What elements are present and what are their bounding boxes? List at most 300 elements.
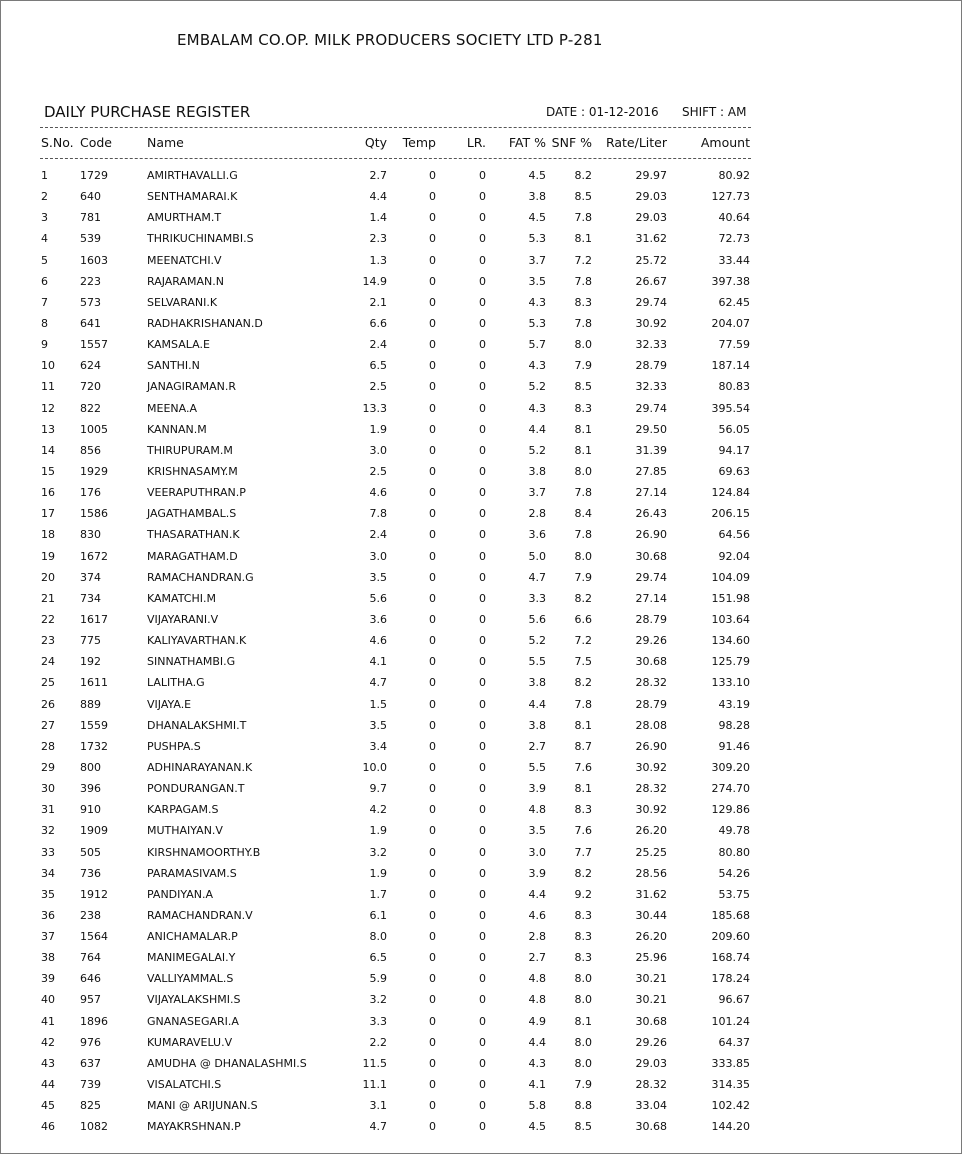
table-row: [1, 250, 961, 271]
cell-sno: 40: [41, 993, 55, 1007]
cell-lr: 0: [479, 549, 486, 563]
cell-lr: 0: [479, 697, 486, 711]
cell-name: DHANALAKSHMI.T: [147, 718, 247, 732]
cell-fat: 2.7: [528, 951, 546, 965]
cell-rate: 30.92: [635, 316, 667, 330]
cell-code: 1564: [80, 930, 108, 944]
cell-amount: 43.19: [718, 697, 750, 711]
cell-rate: 29.03: [635, 211, 667, 225]
table-row: [1, 1011, 961, 1032]
cell-sno: 41: [41, 1014, 55, 1028]
cell-name: THIRUPURAM.M: [147, 443, 233, 457]
cell-name: AMUDHA @ DHANALASHMI.S: [147, 1056, 307, 1070]
cell-name: VIJAYARANI.V: [147, 612, 219, 626]
cell-fat: 5.7: [528, 338, 546, 352]
cell-code: 1559: [80, 718, 108, 732]
cell-amount: 98.28: [718, 718, 750, 732]
cell-snf: 8.5: [574, 1120, 592, 1134]
cell-amount: 80.92: [718, 169, 750, 182]
cell-fat: 5.8: [528, 1099, 546, 1113]
cell-snf: 8.4: [574, 507, 592, 521]
cell-fat: 4.6: [528, 908, 546, 922]
table-row: [1, 461, 961, 482]
cell-sno: 3: [41, 211, 48, 225]
cell-rate: 30.21: [635, 972, 667, 986]
report-shift: SHIFT : AM: [682, 105, 747, 119]
cell-code: 856: [80, 443, 101, 457]
cell-lr: 0: [479, 908, 486, 922]
report-date: DATE : 01-12-2016: [546, 105, 659, 119]
table-row: [1, 609, 961, 630]
cell-amount: 104.09: [711, 570, 750, 584]
cell-code: 1611: [80, 676, 108, 690]
cell-name: VEERAPUTHRAN.P: [147, 486, 246, 500]
cell-lr: 0: [479, 845, 486, 859]
cell-rate: 31.39: [635, 443, 667, 457]
cell-code: 1617: [80, 612, 108, 626]
cell-snf: 7.5: [574, 655, 592, 669]
cell-amount: 125.79: [711, 655, 750, 669]
cell-lr: 0: [479, 760, 486, 774]
cell-amount: 129.86: [711, 803, 750, 817]
cell-rate: 29.26: [635, 634, 667, 648]
column-header-name: Name: [147, 135, 184, 150]
cell-temp: 0: [429, 549, 436, 563]
cell-fat: 5.2: [528, 634, 546, 648]
cell-name: MEENATCHI.V: [147, 253, 222, 267]
cell-name: KAMATCHI.M: [147, 591, 216, 605]
cell-fat: 4.5: [528, 169, 546, 182]
cell-name: LALITHA.G: [147, 676, 205, 690]
cell-qty: 10.0: [362, 760, 387, 774]
cell-name: VISALATCHI.S: [147, 1078, 222, 1092]
cell-rate: 30.68: [635, 1120, 667, 1134]
cell-qty: 3.1: [369, 1099, 387, 1113]
cell-code: 624: [80, 359, 101, 373]
cell-lr: 0: [479, 951, 486, 965]
cell-name: PANDIYAN.A: [147, 887, 214, 901]
cell-temp: 0: [429, 612, 436, 626]
cell-name: THRIKUCHINAMBI.S: [147, 232, 254, 246]
cell-name: AMURTHAM.T: [147, 211, 222, 225]
cell-code: 223: [80, 274, 101, 288]
cell-name: RAMACHANDRAN.V: [147, 908, 253, 922]
cell-lr: 0: [479, 274, 486, 288]
cell-qty: 3.2: [369, 845, 387, 859]
cell-name: MUTHAIYAN.V: [147, 824, 223, 838]
table-row: [1, 503, 961, 524]
cell-qty: 2.5: [369, 464, 387, 478]
table-row: [1, 863, 961, 884]
cell-temp: 0: [429, 486, 436, 500]
table-row: [1, 672, 961, 693]
cell-sno: 18: [41, 528, 55, 542]
cell-amount: 64.37: [718, 1035, 750, 1049]
cell-rate: 30.44: [635, 908, 667, 922]
cell-fat: 4.3: [528, 295, 546, 309]
cell-temp: 0: [429, 993, 436, 1007]
table-row: [1, 588, 961, 609]
cell-qty: 4.7: [369, 1120, 387, 1134]
cell-name: MEENA.A: [147, 401, 197, 415]
cell-temp: 0: [429, 401, 436, 415]
cell-amount: 102.42: [711, 1099, 750, 1113]
cell-code: 1586: [80, 507, 108, 521]
table-row: [1, 228, 961, 249]
cell-fat: 2.8: [528, 930, 546, 944]
cell-snf: 8.2: [574, 169, 592, 182]
cell-sno: 30: [41, 782, 55, 796]
cell-lr: 0: [479, 169, 486, 182]
cell-name: ANICHAMALAR.P: [147, 930, 238, 944]
cell-qty: 2.2: [369, 1035, 387, 1049]
cell-code: 976: [80, 1035, 101, 1049]
cell-fat: 4.4: [528, 422, 546, 436]
cell-lr: 0: [479, 1056, 486, 1070]
cell-amount: 151.98: [711, 591, 750, 605]
cell-code: 889: [80, 697, 101, 711]
cell-fat: 5.5: [528, 655, 546, 669]
cell-fat: 3.7: [528, 486, 546, 500]
cell-qty: 2.1: [369, 295, 387, 309]
cell-name: GNANASEGARI.A: [147, 1014, 239, 1028]
cell-fat: 2.7: [528, 739, 546, 753]
cell-amount: 204.07: [711, 316, 750, 330]
cell-rate: 30.92: [635, 760, 667, 774]
cell-sno: 22: [41, 612, 55, 626]
cell-lr: 0: [479, 486, 486, 500]
cell-qty: 6.1: [369, 908, 387, 922]
cell-snf: 7.8: [574, 528, 592, 542]
cell-lr: 0: [479, 338, 486, 352]
cell-temp: 0: [429, 866, 436, 880]
table-row: [1, 905, 961, 926]
cell-temp: 0: [429, 274, 436, 288]
cell-amount: 64.56: [718, 528, 750, 542]
table-row: [1, 1032, 961, 1053]
cell-sno: 13: [41, 422, 55, 436]
cell-sno: 39: [41, 972, 55, 986]
cell-amount: 92.04: [718, 549, 750, 563]
cell-code: 736: [80, 866, 101, 880]
cell-temp: 0: [429, 760, 436, 774]
cell-snf: 8.5: [574, 380, 592, 394]
cell-temp: 0: [429, 634, 436, 648]
cell-temp: 0: [429, 1035, 436, 1049]
cell-sno: 43: [41, 1056, 55, 1070]
table-row: [1, 989, 961, 1010]
cell-temp: 0: [429, 782, 436, 796]
cell-code: 1732: [80, 739, 108, 753]
table-row: [1, 313, 961, 334]
cell-sno: 21: [41, 591, 55, 605]
cell-lr: 0: [479, 359, 486, 373]
cell-rate: 30.21: [635, 993, 667, 1007]
cell-amount: 96.67: [718, 993, 750, 1007]
cell-sno: 37: [41, 930, 55, 944]
table-row: [1, 567, 961, 588]
cell-fat: 4.5: [528, 1120, 546, 1134]
table-row: [1, 376, 961, 397]
cell-name: ADHINARAYANAN.K: [147, 760, 253, 774]
cell-rate: 30.92: [635, 803, 667, 817]
cell-amount: 209.60: [711, 930, 750, 944]
cell-temp: 0: [429, 951, 436, 965]
cell-lr: 0: [479, 211, 486, 225]
cell-rate: 28.79: [635, 612, 667, 626]
cell-code: 1729: [80, 169, 108, 182]
cell-code: 1557: [80, 338, 108, 352]
cell-fat: 4.4: [528, 697, 546, 711]
cell-sno: 9: [41, 338, 48, 352]
cell-sno: 28: [41, 739, 55, 753]
cell-code: 1672: [80, 549, 108, 563]
cell-rate: 33.04: [635, 1099, 667, 1113]
cell-code: 539: [80, 232, 101, 246]
cell-sno: 33: [41, 845, 55, 859]
cell-code: 640: [80, 190, 101, 204]
cell-qty: 14.9: [362, 274, 387, 288]
cell-code: 910: [80, 803, 101, 817]
cell-snf: 8.1: [574, 422, 592, 436]
cell-lr: 0: [479, 295, 486, 309]
table-row: [1, 440, 961, 461]
cell-name: MANIMEGALAI.Y: [147, 951, 236, 965]
cell-name: RAJARAMAN.N: [147, 274, 224, 288]
cell-snf: 8.3: [574, 803, 592, 817]
cell-temp: 0: [429, 655, 436, 669]
cell-rate: 32.33: [635, 380, 667, 394]
table-row: [1, 926, 961, 947]
cell-code: 238: [80, 908, 101, 922]
cell-amount: 101.24: [711, 1014, 750, 1028]
cell-temp: 0: [429, 697, 436, 711]
cell-name: SANTHI.N: [147, 359, 200, 373]
cell-qty: 2.5: [369, 380, 387, 394]
cell-snf: 8.1: [574, 718, 592, 732]
cell-rate: 29.03: [635, 1056, 667, 1070]
table-row: [1, 1116, 961, 1137]
cell-sno: 11: [41, 380, 55, 394]
cell-lr: 0: [479, 1099, 486, 1113]
cell-snf: 8.1: [574, 443, 592, 457]
cell-snf: 7.8: [574, 486, 592, 500]
cell-snf: 8.7: [574, 739, 592, 753]
cell-amount: 206.15: [711, 507, 750, 521]
cell-qty: 6.5: [369, 359, 387, 373]
cell-lr: 0: [479, 930, 486, 944]
cell-fat: 3.8: [528, 676, 546, 690]
table-row: [1, 736, 961, 757]
cell-temp: 0: [429, 338, 436, 352]
column-header-code: Code: [80, 135, 113, 150]
cell-snf: 8.2: [574, 676, 592, 690]
table-row: [1, 271, 961, 292]
cell-fat: 3.3: [528, 591, 546, 605]
cell-code: 637: [80, 1056, 101, 1070]
cell-temp: 0: [429, 232, 436, 246]
cell-code: 192: [80, 655, 101, 669]
cell-code: 641: [80, 316, 101, 330]
cell-code: 764: [80, 951, 101, 965]
cell-qty: 1.9: [369, 824, 387, 838]
cell-temp: 0: [429, 507, 436, 521]
cell-amount: 33.44: [718, 253, 750, 267]
cell-amount: 133.10: [711, 676, 750, 690]
cell-lr: 0: [479, 634, 486, 648]
report-title: DAILY PURCHASE REGISTER: [44, 103, 251, 121]
cell-lr: 0: [479, 676, 486, 690]
cell-amount: 127.73: [711, 190, 750, 204]
table-row: [1, 630, 961, 651]
cell-name: MAYAKRSHNAN.P: [147, 1120, 241, 1134]
cell-code: 573: [80, 295, 101, 309]
cell-sno: 7: [41, 295, 48, 309]
cell-fat: 4.8: [528, 972, 546, 986]
cell-name: SENTHAMARAI.K: [147, 190, 238, 204]
cell-sno: 14: [41, 443, 55, 457]
cell-fat: 4.9: [528, 1014, 546, 1028]
cell-qty: 11.1: [362, 1078, 387, 1092]
cell-temp: 0: [429, 211, 436, 225]
cell-snf: 8.3: [574, 908, 592, 922]
cell-fat: 3.0: [528, 845, 546, 859]
cell-fat: 3.5: [528, 274, 546, 288]
cell-rate: 28.08: [635, 718, 667, 732]
cell-amount: 54.26: [718, 866, 750, 880]
cell-code: 739: [80, 1078, 101, 1092]
cell-snf: 6.6: [574, 612, 592, 626]
column-header-sno: S.No.: [41, 135, 74, 150]
cell-code: 505: [80, 845, 101, 859]
cell-snf: 8.8: [574, 1099, 592, 1113]
cell-amount: 77.59: [718, 338, 750, 352]
table-row: [1, 842, 961, 863]
cell-rate: 30.68: [635, 1014, 667, 1028]
cell-lr: 0: [479, 1035, 486, 1049]
cell-fat: 5.5: [528, 760, 546, 774]
column-header-snf: SNF %: [551, 135, 592, 150]
cell-qty: 3.2: [369, 993, 387, 1007]
cell-code: 1082: [80, 1120, 108, 1134]
cell-fat: 5.0: [528, 549, 546, 563]
cell-qty: 4.2: [369, 803, 387, 817]
cell-temp: 0: [429, 422, 436, 436]
cell-qty: 2.4: [369, 528, 387, 542]
cell-fat: 3.5: [528, 824, 546, 838]
cell-code: 1912: [80, 887, 108, 901]
table-row: [1, 524, 961, 545]
cell-amount: 134.60: [711, 634, 750, 648]
cell-qty: 6.6: [369, 316, 387, 330]
cell-sno: 25: [41, 676, 55, 690]
cell-temp: 0: [429, 1078, 436, 1092]
cell-rate: 29.74: [635, 401, 667, 415]
cell-fat: 3.7: [528, 253, 546, 267]
cell-rate: 26.90: [635, 739, 667, 753]
cell-name: KUMARAVELU.V: [147, 1035, 233, 1049]
cell-name: VIJAYALAKSHMI.S: [147, 993, 241, 1007]
cell-rate: 26.20: [635, 824, 667, 838]
cell-temp: 0: [429, 824, 436, 838]
cell-lr: 0: [479, 443, 486, 457]
cell-rate: 30.68: [635, 655, 667, 669]
cell-sno: 38: [41, 951, 55, 965]
table-row: [1, 968, 961, 989]
cell-sno: 4: [41, 232, 48, 246]
cell-code: 374: [80, 570, 101, 584]
cell-rate: 27.85: [635, 464, 667, 478]
cell-code: 800: [80, 760, 101, 774]
cell-temp: 0: [429, 908, 436, 922]
cell-name: KRISHNASAMY.M: [147, 464, 238, 478]
cell-rate: 25.25: [635, 845, 667, 859]
cell-name: MANI @ ARIJUNAN.S: [147, 1099, 258, 1113]
cell-name: MARAGATHAM.D: [147, 549, 238, 563]
cell-snf: 7.8: [574, 211, 592, 225]
cell-rate: 29.03: [635, 190, 667, 204]
cell-rate: 28.56: [635, 866, 667, 880]
cell-lr: 0: [479, 866, 486, 880]
cell-fat: 5.2: [528, 380, 546, 394]
cell-lr: 0: [479, 803, 486, 817]
cell-qty: 1.5: [369, 697, 387, 711]
cell-qty: 1.9: [369, 422, 387, 436]
cell-lr: 0: [479, 232, 486, 246]
cell-fat: 4.8: [528, 993, 546, 1007]
cell-rate: 27.14: [635, 591, 667, 605]
cell-temp: 0: [429, 887, 436, 901]
table-row: [1, 419, 961, 440]
cell-snf: 7.8: [574, 316, 592, 330]
cell-qty: 2.3: [369, 232, 387, 246]
cell-sno: 2: [41, 190, 48, 204]
cell-qty: 4.1: [369, 655, 387, 669]
cell-sno: 46: [41, 1120, 55, 1134]
cell-code: 825: [80, 1099, 101, 1113]
cell-amount: 94.17: [718, 443, 750, 457]
cell-rate: 26.90: [635, 528, 667, 542]
cell-name: KARPAGAM.S: [147, 803, 219, 817]
cell-lr: 0: [479, 972, 486, 986]
cell-snf: 8.3: [574, 930, 592, 944]
table-row: [1, 398, 961, 419]
cell-name: PONDURANGAN.T: [147, 782, 245, 796]
cell-snf: 8.1: [574, 782, 592, 796]
cell-qty: 3.0: [369, 549, 387, 563]
cell-name: PUSHPA.S: [147, 739, 201, 753]
cell-fat: 3.9: [528, 866, 546, 880]
cell-temp: 0: [429, 739, 436, 753]
cell-qty: 5.6: [369, 591, 387, 605]
cell-code: 734: [80, 591, 101, 605]
cell-amount: 53.75: [718, 887, 750, 901]
cell-amount: 40.64: [718, 211, 750, 225]
cell-amount: 309.20: [711, 760, 750, 774]
header-bottom-rule: [40, 158, 751, 159]
column-header-amount: Amount: [700, 135, 750, 150]
cell-amount: 187.14: [711, 359, 750, 373]
cell-snf: 7.2: [574, 634, 592, 648]
cell-qty: 4.6: [369, 486, 387, 500]
column-header-rate: Rate/Liter: [605, 135, 667, 150]
cell-lr: 0: [479, 887, 486, 901]
cell-snf: 7.9: [574, 570, 592, 584]
cell-lr: 0: [479, 993, 486, 1007]
cell-fat: 5.3: [528, 232, 546, 246]
cell-fat: 4.7: [528, 570, 546, 584]
cell-fat: 4.4: [528, 1035, 546, 1049]
